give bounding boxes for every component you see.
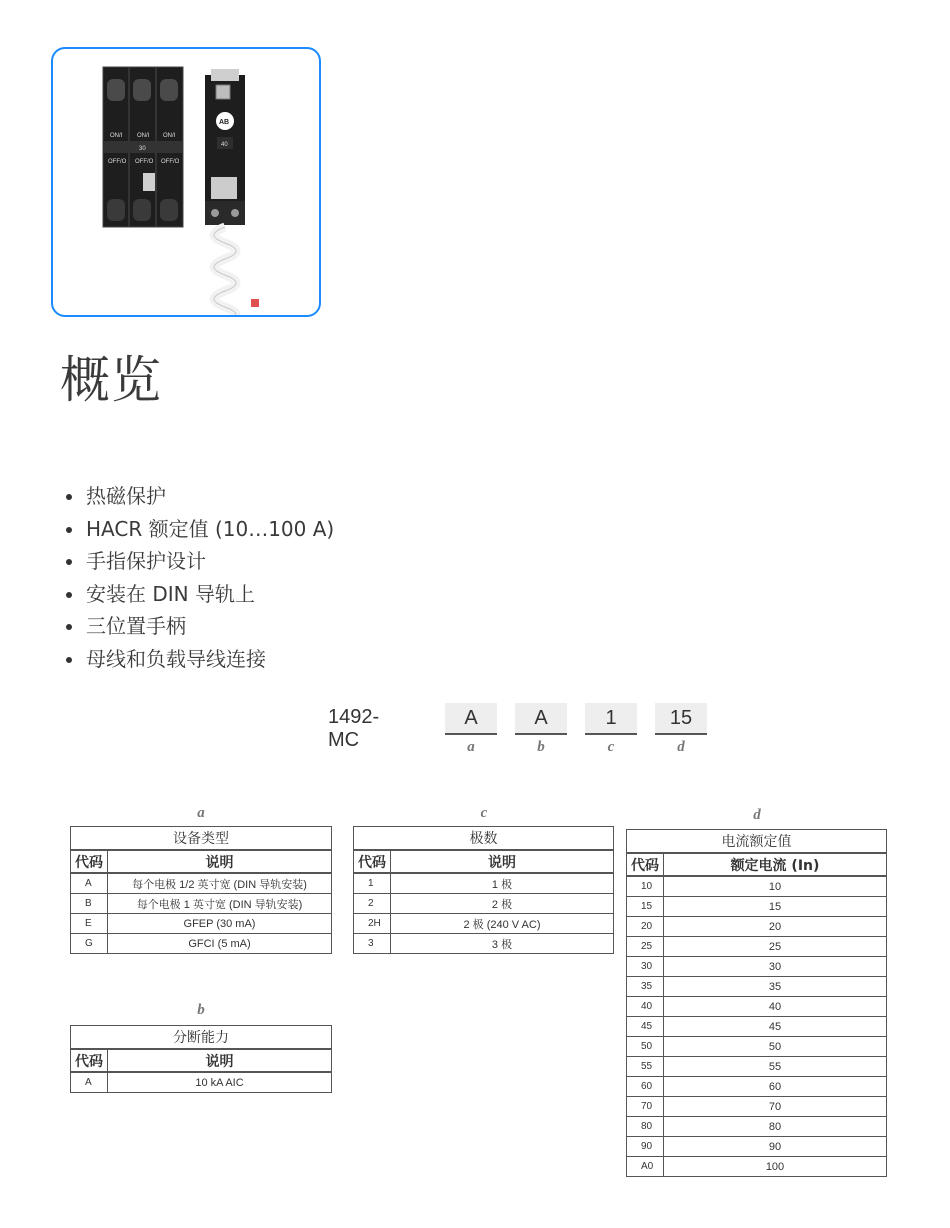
- table-row: [627, 876, 887, 897]
- column-header-desc: 说明: [391, 850, 614, 873]
- row-code: 90: [627, 1137, 664, 1157]
- row-code: 70: [627, 1097, 664, 1117]
- table-row: [627, 997, 887, 1017]
- breaker-off-label-2: OFF/O: [135, 159, 154, 165]
- breaker-rating-label: 30: [139, 146, 146, 152]
- feature-list: [66, 482, 334, 677]
- catalog-letter-c: c: [607, 739, 615, 755]
- row-code: 15: [627, 897, 664, 917]
- row-desc: 10 kA AIC: [108, 1072, 332, 1093]
- table-row: [71, 1072, 332, 1093]
- row-code: 35: [627, 977, 664, 997]
- row-code: 10: [627, 876, 664, 897]
- row-desc: 40: [664, 997, 887, 1017]
- column-header-code: 代码: [71, 1049, 108, 1072]
- three-pole-breaker: [103, 67, 183, 227]
- row-desc: 35: [664, 977, 887, 997]
- table-row: [71, 934, 332, 954]
- table-device-type: [70, 826, 332, 954]
- catalog-segment-d: 15: [655, 703, 707, 735]
- table-row: [627, 1137, 887, 1157]
- brand-logo: AB: [219, 119, 230, 126]
- table-row: [71, 873, 332, 894]
- table-current-rating: [626, 829, 887, 1177]
- row-code: 55: [627, 1057, 664, 1077]
- breaker-on-label-2: ON/I: [137, 133, 150, 139]
- table-row: [627, 977, 887, 997]
- circuit-breaker-photo: [53, 49, 321, 317]
- row-desc: 2 极 (240 V AC): [391, 914, 614, 934]
- row-desc: 每个电极 1 英寸宽 (DIN 导轨安装): [108, 894, 332, 914]
- catalog-segment-b: A: [515, 703, 567, 735]
- table-row: [627, 1017, 887, 1037]
- product-image-frame: [51, 47, 321, 317]
- breaker-off-label: OFF/O: [108, 159, 127, 165]
- table-row: [627, 1077, 887, 1097]
- row-desc: 1 极: [391, 873, 614, 894]
- table-row: [627, 1157, 887, 1177]
- table-row: [627, 1037, 887, 1057]
- list-item: HACR 额定值 (10…100 A): [66, 515, 334, 548]
- table-row: [354, 914, 614, 934]
- row-code: A0: [627, 1157, 664, 1177]
- row-desc: 每个电极 1/2 英寸宽 (DIN 导轨安装): [108, 873, 332, 894]
- row-code: 3: [354, 934, 391, 954]
- column-header-code: 代码: [354, 850, 391, 873]
- catalog-segment-a: A: [445, 703, 497, 735]
- catalog-prefix: 1492-MC: [328, 706, 380, 751]
- table-row: [71, 894, 332, 914]
- row-code: 40: [627, 997, 664, 1017]
- table-row: [627, 1097, 887, 1117]
- column-header-desc: 说明: [108, 1049, 332, 1072]
- table-c-caption: c: [480, 805, 488, 821]
- catalog-letter-b: b: [537, 739, 545, 755]
- table-row: [627, 957, 887, 977]
- breaker-off-label-3: OFF/O: [161, 159, 180, 165]
- row-code: A: [71, 1072, 108, 1093]
- table-b-caption: b: [197, 1002, 205, 1018]
- row-desc: 30: [664, 957, 887, 977]
- row-desc: 70: [664, 1097, 887, 1117]
- row-desc: 10: [664, 876, 887, 897]
- row-code: 2: [354, 894, 391, 914]
- row-desc: GFEP (30 mA): [108, 914, 332, 934]
- row-code: 80: [627, 1117, 664, 1137]
- row-code: B: [71, 894, 108, 914]
- row-desc: 50: [664, 1037, 887, 1057]
- table-title: 极数: [354, 827, 614, 851]
- row-code: 45: [627, 1017, 664, 1037]
- table-row: [627, 937, 887, 957]
- table-row: [627, 917, 887, 937]
- column-header-code: 代码: [71, 850, 108, 873]
- list-item: 热磁保护: [66, 482, 334, 515]
- list-item: 手指保护设计: [66, 547, 334, 580]
- list-item: 安装在 DIN 导轨上: [66, 580, 334, 613]
- breaker-on-label-3: ON/I: [163, 133, 176, 139]
- row-code: 30: [627, 957, 664, 977]
- gfci-rating-label: 40: [221, 142, 228, 148]
- row-code: 50: [627, 1037, 664, 1057]
- table-poles: [353, 826, 614, 954]
- catalog-letter-d: d: [677, 739, 685, 755]
- table-row: [354, 873, 614, 894]
- row-desc: 100: [664, 1157, 887, 1177]
- row-code: 1: [354, 873, 391, 894]
- catalog-letter-a: a: [467, 739, 475, 755]
- row-desc: GFCI (5 mA): [108, 934, 332, 954]
- table-breaking-capacity: [70, 1025, 332, 1093]
- row-code: G: [71, 934, 108, 954]
- column-header-code: 代码: [627, 853, 664, 876]
- row-desc: 2 极: [391, 894, 614, 914]
- row-code: 60: [627, 1077, 664, 1097]
- table-title: 设备类型: [71, 827, 332, 851]
- table-title: 分断能力: [71, 1026, 332, 1050]
- column-header-desc: 说明: [108, 850, 332, 873]
- row-code: E: [71, 914, 108, 934]
- column-header-desc: 额定电流 (In): [664, 853, 887, 876]
- table-row: [354, 934, 614, 954]
- list-item: 母线和负载导线连接: [66, 645, 334, 678]
- row-desc: 25: [664, 937, 887, 957]
- single-pole-breaker: [205, 69, 259, 317]
- table-title: 电流额定值: [627, 830, 887, 854]
- row-desc: 45: [664, 1017, 887, 1037]
- row-desc: 60: [664, 1077, 887, 1097]
- breaker-on-label: ON/I: [110, 133, 123, 139]
- row-code: 2H: [354, 914, 391, 934]
- catalog-segment-c: 1: [585, 703, 637, 735]
- row-desc: 15: [664, 897, 887, 917]
- row-desc: 55: [664, 1057, 887, 1077]
- row-desc: 80: [664, 1117, 887, 1137]
- row-desc: 20: [664, 917, 887, 937]
- table-row: [627, 897, 887, 917]
- table-row: [71, 914, 332, 934]
- row-code: 20: [627, 917, 664, 937]
- row-desc: 90: [664, 1137, 887, 1157]
- row-desc: 3 极: [391, 934, 614, 954]
- table-row: [354, 894, 614, 914]
- table-a-caption: a: [197, 805, 205, 821]
- page-title: 概览: [60, 351, 162, 409]
- list-item: 三位置手柄: [66, 612, 334, 645]
- table-row: [627, 1057, 887, 1077]
- row-code: 25: [627, 937, 664, 957]
- row-code: A: [71, 873, 108, 894]
- table-d-caption: d: [753, 807, 761, 823]
- table-row: [627, 1117, 887, 1137]
